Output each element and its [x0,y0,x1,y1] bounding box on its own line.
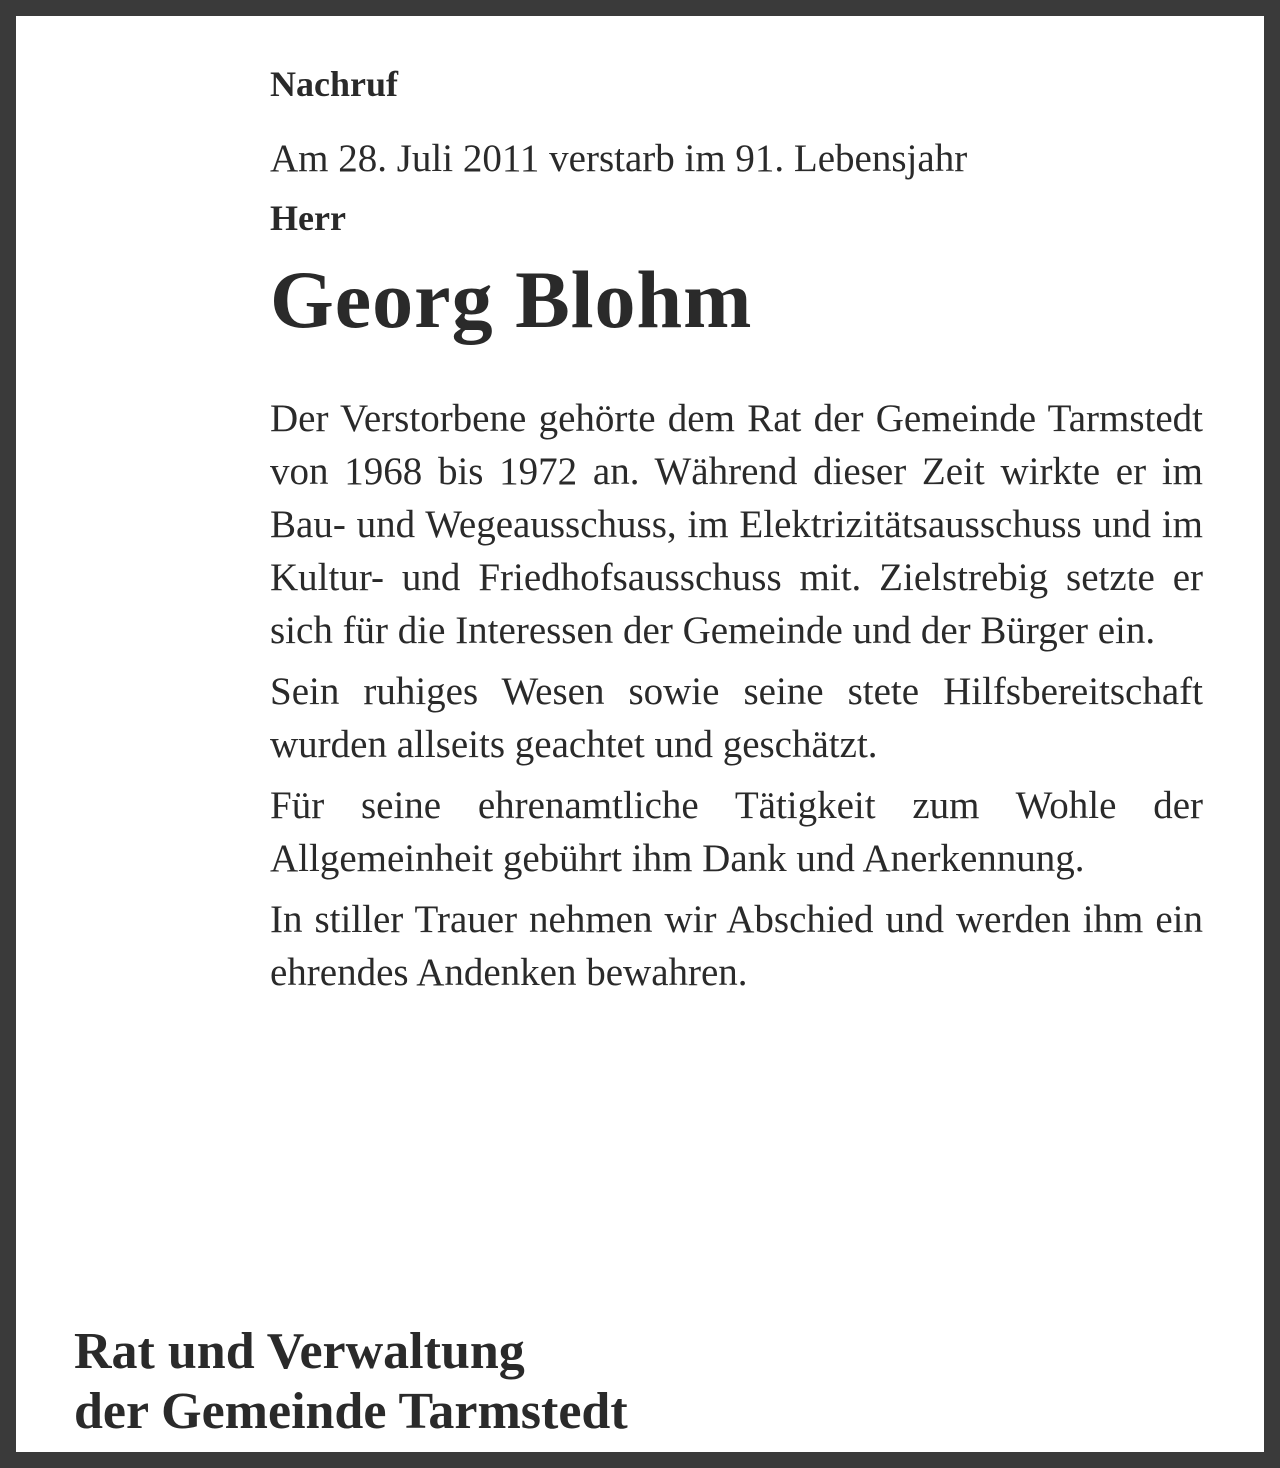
deceased-name: Georg Blohm [270,254,753,345]
signature-line-2: der Gemeinde Tarmstedt [74,1383,628,1440]
paragraph-farewell: In stiller Trauer nehmen wir Abschied und werden ihm ein ehrendes Andenken bewahren. [270,898,1203,994]
paragraph-thanks: Für seine ehrenamtliche Tätigkeit zum Wohle der Allgemeinheit gebührt ihm Dank und Anerkennung. [270,784,1203,880]
notice-body [270,392,1203,999]
paragraph-character: Sein ruhiges Wesen sowie seine stete Hilfsbereitschaft wurden allseits geachtet und geschätzt. [270,670,1203,766]
paragraph-service: Der Verstorbene gehörte dem Rat der Gemeinde Tarmstedt von 1968 bis 1972 an. Während dieser Zeit wirkte er im Bau- und Wegeausschuss, im Elektrizitätsausschuss und im Kultur- und Friedhofsausschuss mit. Zielstrebig setzte er sich für die Interessen der Gemeinde und der Bürger ein. [270,397,1203,652]
notice-intro: Am 28. Juli 2011 verstarb im 91. Lebensjahr [270,137,968,180]
notice-content [270,56,1203,1007]
salutation: Herr [270,198,346,238]
signature-block [74,1322,974,1442]
notice-heading: Nachruf [270,64,398,104]
signature-line-1: Rat und Verwaltung [74,1323,525,1380]
